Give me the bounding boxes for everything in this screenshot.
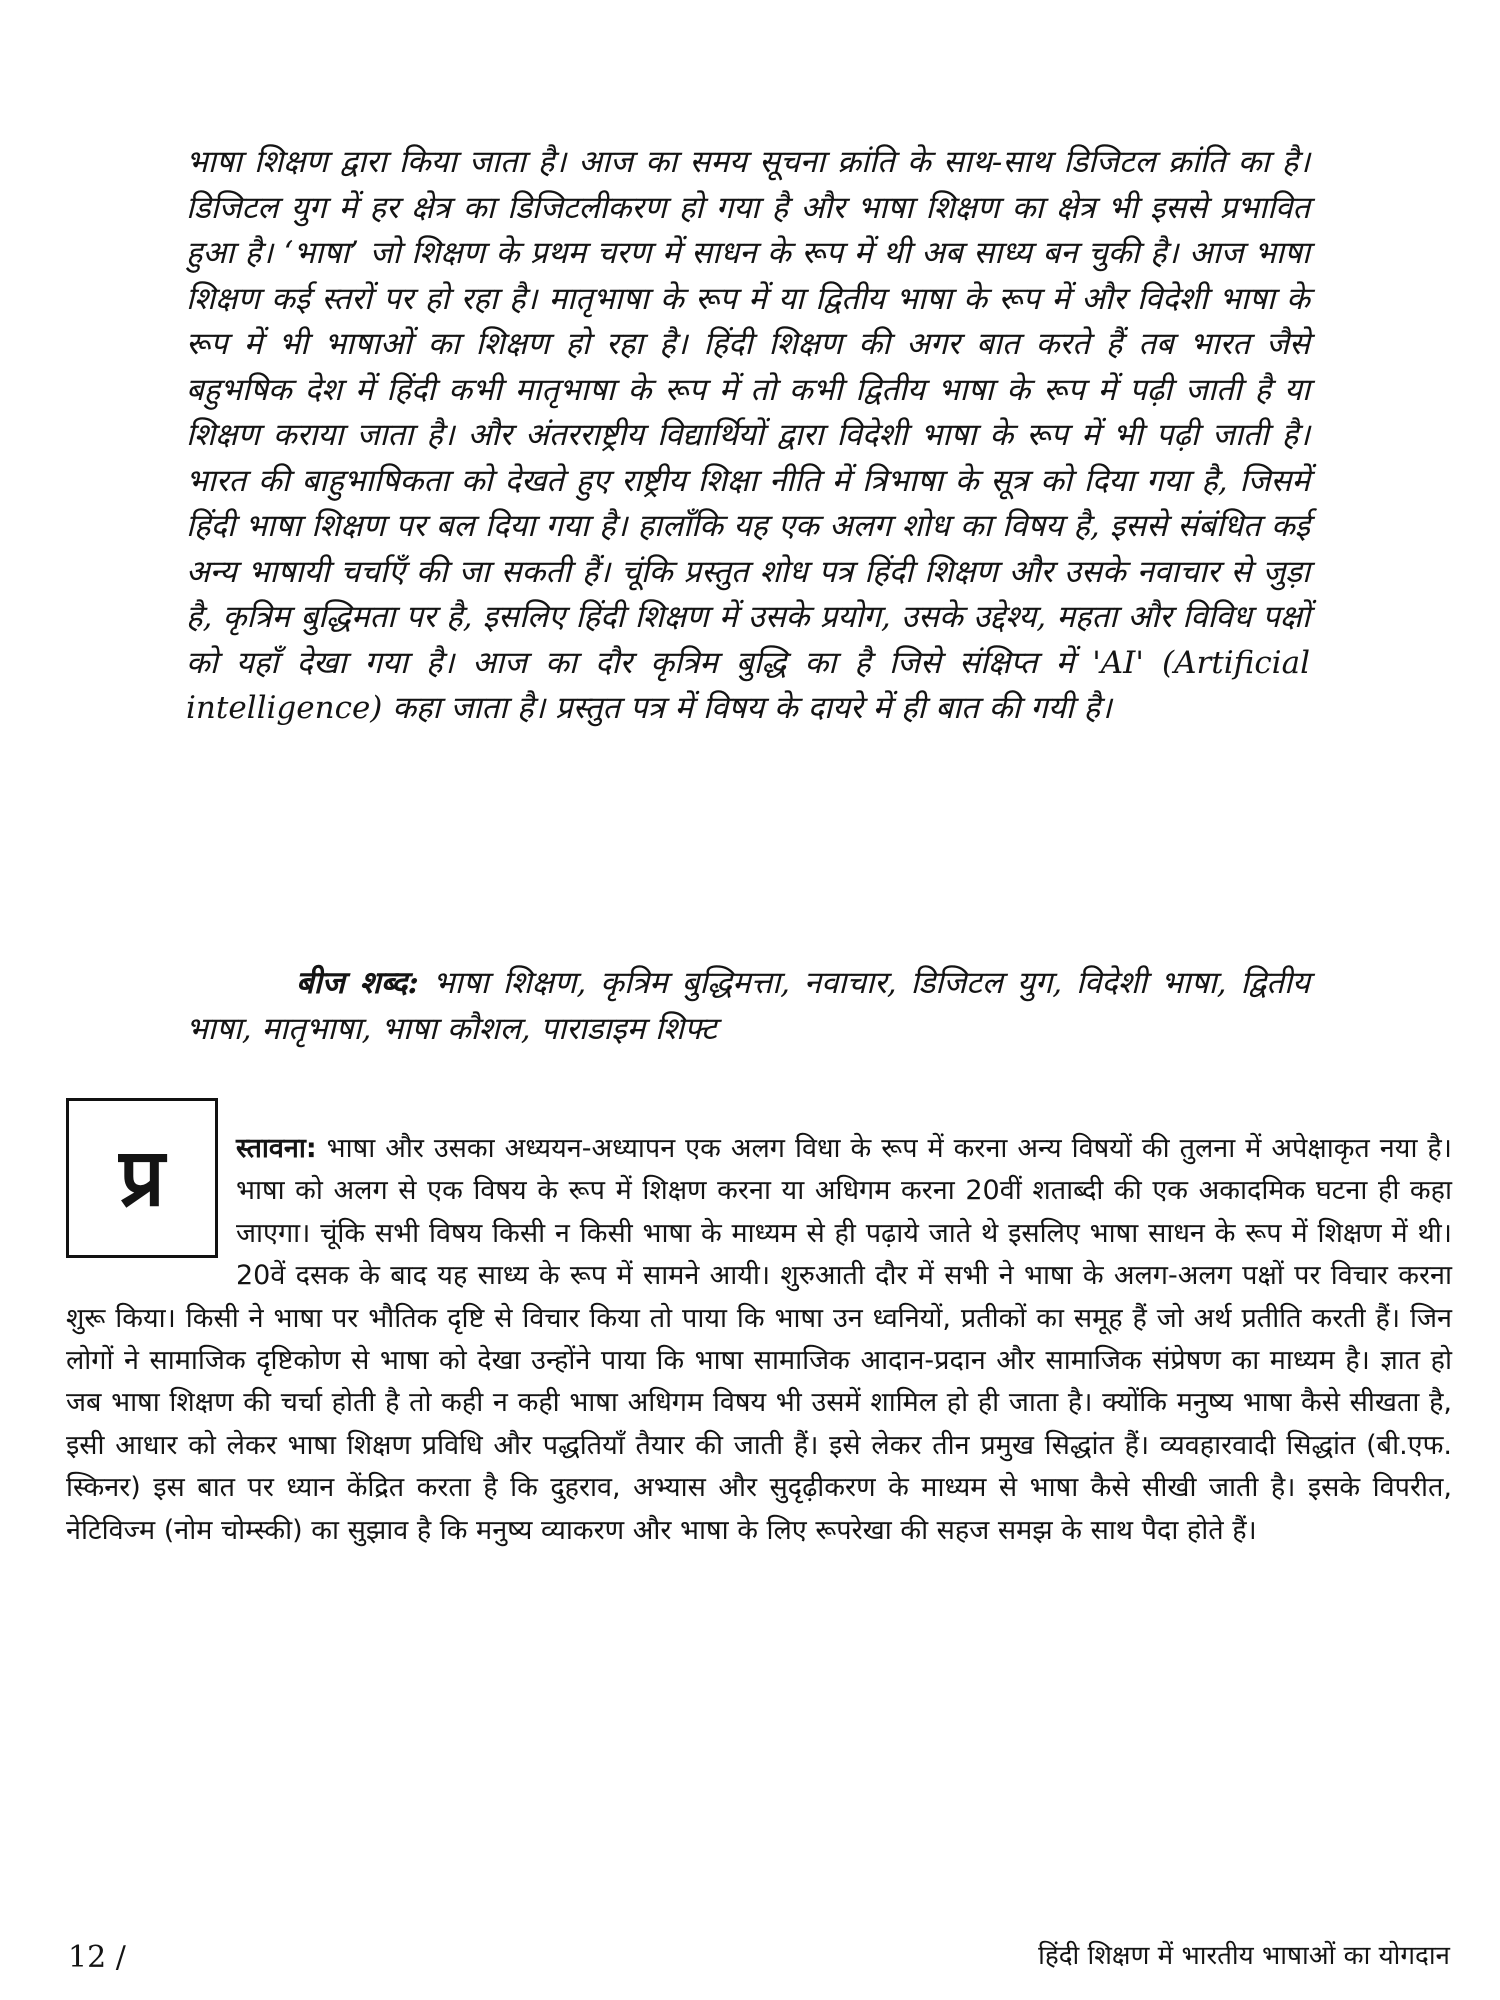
running-footer-title: हिंदी शिक्षण में भारतीय भाषाओं का योगदान bbox=[1038, 1941, 1450, 1971]
dropcap-letter: प्र bbox=[119, 1131, 165, 1224]
keywords-label: बीज शब्द: bbox=[296, 965, 419, 1001]
introduction-paragraph bbox=[66, 1128, 1452, 1552]
keywords-paragraph bbox=[186, 960, 1310, 1052]
page-number: 12 / bbox=[68, 1940, 126, 1975]
introduction-text: भाषा और उसका अध्ययन-अध्यापन एक अलग विधा के रूप में करना अन्य विषयों की तुलना में अपेक्षाकृत नया है। भाषा को अलग से एक विषय के रूप में शिक्षण करना या अधिगम करना 20वीं शताब्दी की एक अकादमिक घटना ही कहा जाएगा। चूंकि सभी विषय किसी न किसी भाषा के माध्यम से ही पढ़ाये जाते थे इसलिए भाषा साधन के रूप में शिक्षण में थी। 20वें दसक के बाद यह साध्य के रूप में सामने आयी। शुरुआती दौर में सभी ने भाषा के अलग-अलग पक्षों पर विचार करना शुरू किया। किसी ने भाषा पर भौतिक दृष्टि से विचार किया तो पाया कि भाषा उन ध्वनियों, प्रतीकों का समूह हैं जो अर्थ प्रतीति करती हैं। जिन लोगों ने सामाजिक दृष्टिकोण से भाषा को देखा उन्होंने पाया कि भाषा सामाजिक आदान-प्रदान और सामाजिक संप्रेषण का माध्यम है। ज्ञात हो जब भाषा शिक्षण की चर्चा होती है तो कही न कही भाषा अधिगम विषय भी उसमें शामिल हो ही जाता है। क्योंकि मनुष्य भाषा कैसे सीखता है, इसी आधार को लेकर भाषा शिक्षण प्रविधि और पद्धतियाँ तैयार की जाती हैं। इसे लेकर तीन प्रमुख सिद्धांत हैं। व्यवहारवादी सिद्धांत (बी.एफ. स्किनर) इस बात पर ध्यान केंद्रित करता है कि दुहराव, अभ्यास और सुदृढ़ीकरण के माध्यम से भाषा कैसे सीखी जाती है। इसके विपरीत, नेटिविज्म (नोम चोम्स्की) का सुझाव है कि मनुष्य व्याकरण और भाषा के लिए रूपरेखा की सहज समझ के साथ पैदा होते हैं। bbox=[66, 1133, 1452, 1546]
introduction-label: स्तावना: bbox=[236, 1133, 317, 1164]
abstract-paragraph: भाषा शिक्षण द्वारा किया जाता है। आज का समय सूचना क्रांति के साथ-साथ डिजिटल क्रांति का है। डिजिटल युग में हर क्षेत्र का डिजिटलीकरण हो गया है और भाषा शिक्षण का क्षेत्र भी इससे प्रभावित हुआ है। ‘भाषा’ जो शिक्षण के प्रथम चरण में साधन के रूप में थी अब साध्य बन चुकी है। आज भाषा शिक्षण कई स्तरों पर हो रहा है। मातृभाषा के रूप में या द्वितीय भाषा के रूप में और विदेशी भाषा के रूप में भी भाषाओं का शिक्षण हो रहा है। हिंदी शिक्षण की अगर बात करते हैं तब भारत जैसे बहुभषिक देश में हिंदी कभी मातृभाषा के रूप में तो कभी द्वितीय भाषा के रूप में पढ़ी जाती है या शिक्षण कराया जाता है। और अंतरराष्ट्रीय विद्यार्थियों द्वारा विदेशी भाषा के रूप में भी पढ़ी जाती है। भारत की बाहुभाषिकता को देखते हुए राष्ट्रीय शिक्षा नीति में त्रिभाषा के सूत्र को दिया गया है, जिसमें हिंदी भाषा शिक्षण पर बल दिया गया है। हालाँकि यह एक अलग शोध का विषय है, इससे संबंधित कई अन्य भाषायी चर्चाएँ की जा सकती हैं। चूंकि प्रस्तुत शोध पत्र हिंदी शिक्षण और उसके नवाचार से जुड़ा है, कृत्रिम बुद्धिमता पर है, इसलिए हिंदी शिक्षण में उसके प्रयोग, उसके उद्देश्य, महता और विविध पक्षों को यहाँ देखा गया है। आज का दौर कृत्रिम बुद्धि का है जिसे संक्षिप्त में 'AI' (Artificial intelligence) कहा जाता है। प्रस्तुत पत्र में विषय के दायरे में ही बात की गयी है। bbox=[186, 144, 1310, 726]
dropcap-spacer bbox=[66, 1128, 236, 1258]
keywords-list: भाषा शिक्षण, कृत्रिम बुद्धिमत्ता, नवाचार, डिजिटल युग, विदेशी भाषा, द्वितीय भाषा, मातृभाषा, भाषा कौशल, पाराडाइम शिफ्ट bbox=[186, 965, 1310, 1047]
